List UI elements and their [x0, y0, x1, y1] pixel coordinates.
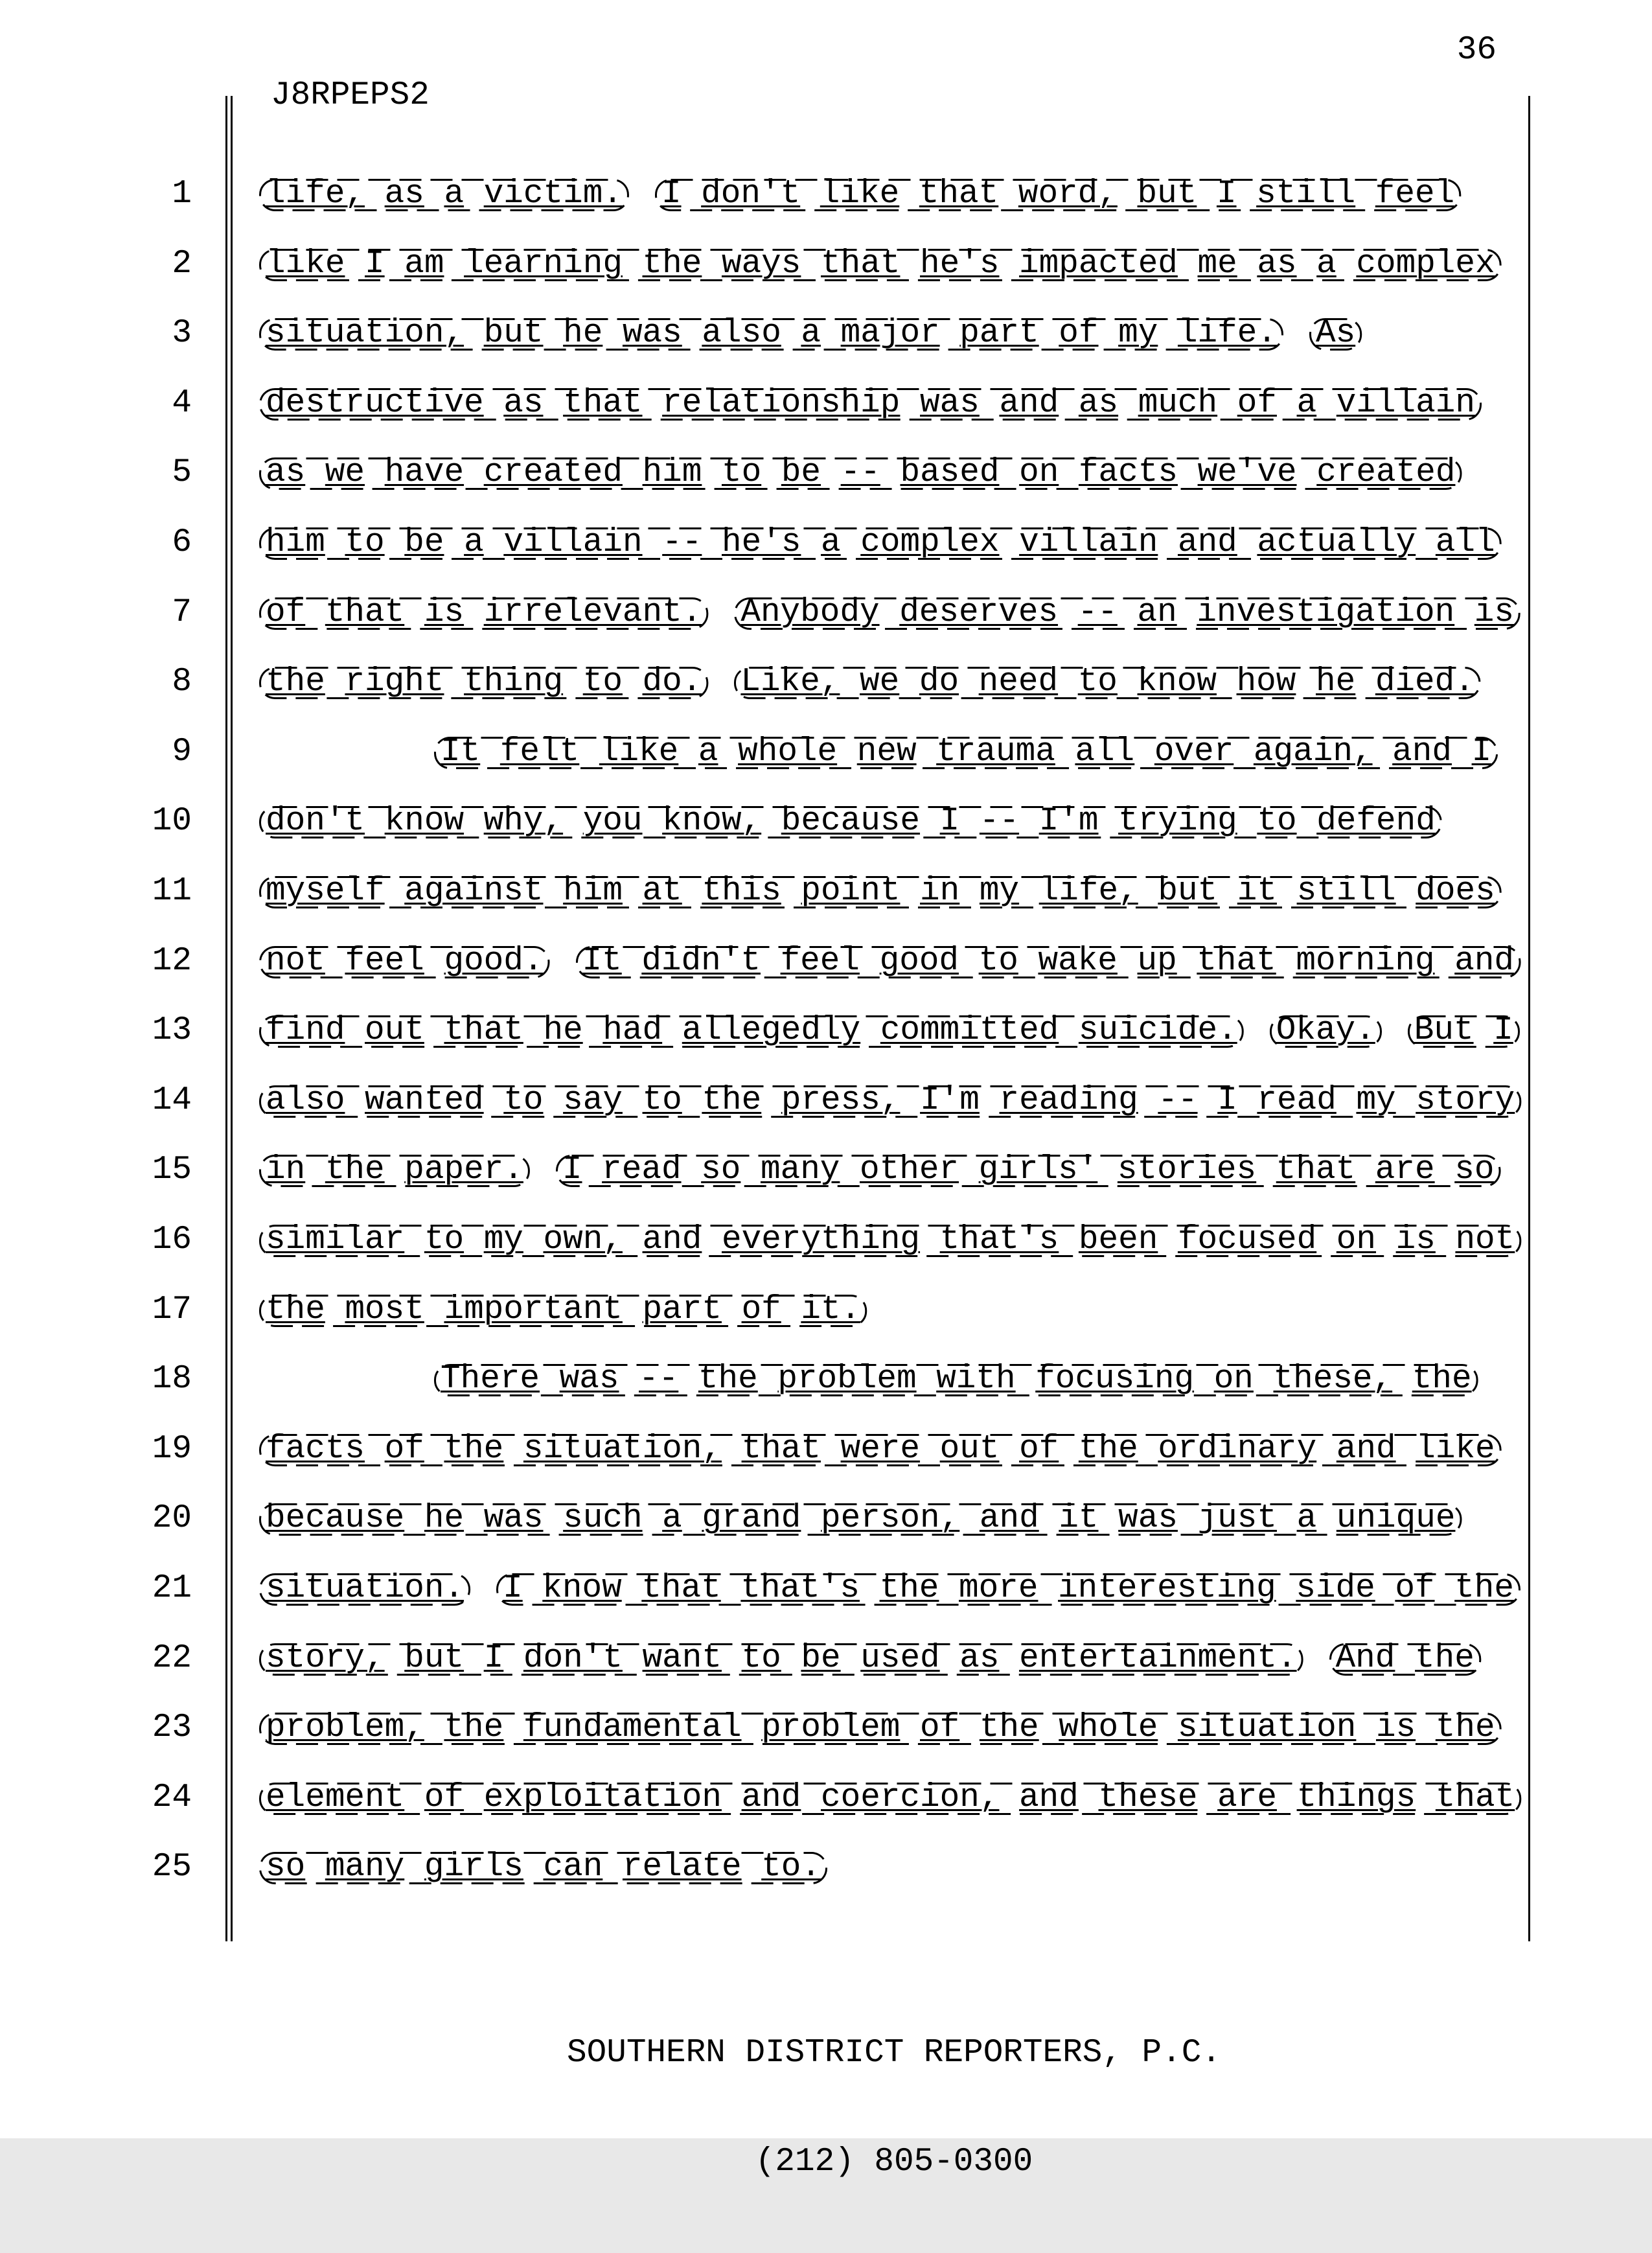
transcript-line: [0, 803, 1613, 844]
line-number: 4: [172, 384, 192, 422]
transcript-line: [0, 873, 1613, 914]
segment-text: facts of the situation, that were out of the ordinary and like: [266, 1430, 1495, 1468]
transcript-segment: [259, 1570, 470, 1607]
transcript-line: [0, 1639, 1613, 1681]
page-number: 36: [1456, 32, 1497, 69]
line-number: 16: [152, 1221, 192, 1258]
segment-text: Like, we do need to know how he died.: [740, 664, 1474, 701]
segment-text: Anybody deserves -- an investigation is: [740, 594, 1515, 631]
transcript-segment: [259, 524, 1502, 561]
transcript-line: [0, 1570, 1613, 1611]
segment-text: I read so many other girls' stories that are so: [562, 1151, 1495, 1189]
transcript-line: [0, 1081, 1613, 1123]
line-number: 21: [152, 1570, 192, 1607]
transcript-line: [0, 1291, 1613, 1332]
footer-reporter-name: SOUTHERN DISTRICT REPORTERS, P.C.: [567, 2035, 1221, 2072]
line-number: 12: [152, 942, 192, 980]
transcript-segment: [259, 1709, 1502, 1747]
transcript-line: [0, 1779, 1613, 1820]
transcript-segment: [434, 1361, 1478, 1398]
segment-text: And the: [1335, 1639, 1474, 1677]
line-number: 18: [152, 1361, 192, 1398]
line-number: 19: [152, 1430, 192, 1468]
transcript-line: [0, 1221, 1613, 1262]
transcript-line: [0, 664, 1613, 704]
line-number: 13: [152, 1012, 192, 1050]
transcript-segment: [259, 1500, 1462, 1538]
line-text: [259, 1570, 1520, 1607]
segment-text: life, as a victim.: [266, 176, 623, 213]
transcript-segment: [259, 1430, 1502, 1468]
line-number: 7: [172, 594, 192, 631]
transcript-segment: [734, 664, 1480, 701]
transcript-line: [0, 315, 1613, 356]
transcript-line: [0, 1430, 1613, 1472]
segment-text: I don't like that word, but I still feel: [661, 176, 1455, 213]
line-text: [259, 664, 1481, 701]
line-number: 10: [152, 803, 192, 840]
segment-text: problem, the fundamental problem of the whole situation is the: [266, 1709, 1495, 1747]
transcript-line: [0, 245, 1613, 286]
transcript-segment: [259, 1151, 530, 1189]
line-text: [434, 733, 1498, 770]
transcript-segment: [1270, 1012, 1382, 1050]
line-text: [259, 1221, 1521, 1258]
transcript-line: [0, 1151, 1613, 1192]
line-text: [434, 1361, 1478, 1398]
transcript-segment: [259, 594, 708, 631]
header-code: J8RPEPS2: [271, 77, 430, 114]
transcript-segment: [576, 942, 1521, 980]
transcript-line: [0, 1849, 1613, 1889]
segment-text: similar to my own, and everything that's been focused on is not: [266, 1221, 1515, 1258]
line-text: [259, 594, 1520, 631]
transcript-segment: [1309, 315, 1362, 352]
segment-text: element of exploitation and coercion, and these are things that: [266, 1779, 1515, 1816]
segment-text: because he was such a grand person, and it was just a unique: [266, 1500, 1456, 1538]
segment-text: It didn't feel good to wake up that morning and: [582, 942, 1515, 980]
line-number: 6: [172, 524, 192, 561]
transcript-line: [0, 176, 1613, 216]
transcript-segment: [259, 1639, 1303, 1677]
line-number: 17: [152, 1291, 192, 1328]
transcript-segment: [259, 942, 550, 980]
line-text: [259, 803, 1442, 840]
transcript-line: [0, 454, 1613, 495]
transcript-line: [0, 1012, 1613, 1053]
segment-text: the most important part of it.: [266, 1291, 861, 1328]
line-number: 5: [172, 454, 192, 492]
transcript-line: [0, 1500, 1613, 1541]
transcript-segment: [434, 733, 1498, 770]
segment-text: the right thing to do.: [266, 664, 702, 701]
segment-text: him to be a villain -- he's a complex villain and actually all: [266, 524, 1495, 561]
transcript-segment: [259, 454, 1462, 492]
segment-text: find out that he had allegedly committed suicide.: [266, 1012, 1237, 1050]
segment-text: situation, but he was also a major part of my life.: [266, 315, 1277, 352]
transcript-segment: [259, 1221, 1521, 1258]
segment-text: Okay.: [1276, 1012, 1375, 1050]
segment-text: as we have created him to be -- based on facts we've created: [266, 454, 1456, 492]
segment-text: destructive as that relationship was and as much of a villain: [266, 384, 1476, 422]
segment-text: not feel good.: [266, 942, 544, 980]
transcript-line: [0, 733, 1613, 774]
segment-text: like I am learning the ways that he's impacted me as a complex: [266, 245, 1495, 283]
transcript-segment: [1408, 1012, 1520, 1050]
line-number: 22: [152, 1639, 192, 1677]
transcript-segment: [259, 664, 708, 701]
line-text: [259, 384, 1482, 422]
segment-text: As: [1315, 315, 1356, 352]
line-text: [259, 1081, 1521, 1119]
transcript-segment: [259, 1291, 867, 1328]
transcript-segment: [655, 176, 1461, 213]
line-number: 11: [152, 873, 192, 910]
segment-text: myself against him at this point in my life, but it still does: [266, 873, 1495, 910]
line-text: [259, 524, 1502, 561]
transcript-segment: [259, 873, 1502, 910]
segment-text: I know that that's the more interesting side of the: [503, 1570, 1515, 1607]
transcript-segment: [259, 315, 1283, 352]
line-number: 24: [152, 1779, 192, 1816]
footer: [259, 1963, 1529, 2253]
footer-phone: (212) 805-0300: [755, 2143, 1033, 2180]
line-text: [259, 1291, 867, 1328]
transcript-segment: [259, 1849, 827, 1886]
transcript-line: [0, 1709, 1613, 1750]
transcript-segment: [259, 1081, 1521, 1119]
line-text: [259, 315, 1362, 352]
segment-text: It felt like a whole new trauma all over again, and I: [441, 733, 1492, 770]
line-number: 3: [172, 315, 192, 352]
segment-text: in the paper.: [266, 1151, 523, 1189]
line-text: [259, 454, 1462, 492]
line-text: [259, 1849, 827, 1886]
line-number: 23: [152, 1709, 192, 1747]
segment-text: of that is irrelevant.: [266, 594, 702, 631]
transcript-segment: [259, 803, 1442, 840]
line-text: [259, 176, 1461, 213]
line-number: 2: [172, 245, 192, 283]
transcript-segment: [259, 384, 1482, 422]
line-text: [259, 1709, 1502, 1747]
transcript-segment: [734, 594, 1520, 631]
transcript-segment: [496, 1570, 1520, 1607]
line-number: 1: [172, 176, 192, 213]
line-text: [259, 1779, 1521, 1816]
line-text: [259, 942, 1520, 980]
transcript-segment: [259, 245, 1502, 283]
line-text: [259, 1430, 1502, 1468]
line-number: 9: [172, 733, 192, 770]
segment-text: also wanted to say to the press, I'm reading -- I read my story: [266, 1081, 1515, 1119]
line-text: [259, 1012, 1520, 1050]
line-number: 25: [152, 1849, 192, 1886]
segment-text: story, but I don't want to be used as entertainment.: [266, 1639, 1297, 1677]
line-text: [259, 1151, 1500, 1189]
transcript-segment: [259, 1012, 1244, 1050]
segment-text: situation.: [266, 1570, 465, 1607]
transcript-line: [0, 942, 1613, 984]
line-text: [259, 873, 1502, 910]
transcript-segment: [259, 176, 629, 213]
line-number: 15: [152, 1151, 192, 1189]
segment-text: so many girls can relate to.: [266, 1849, 821, 1886]
line-number: 8: [172, 664, 192, 701]
line-text: [259, 245, 1502, 283]
transcript-segment: [1329, 1639, 1481, 1677]
segment-text: don't know why, you know, because I -- I'm trying to defend: [266, 803, 1436, 840]
transcript-line: [0, 1361, 1613, 1402]
line-text: [259, 1639, 1481, 1677]
segment-text: There was -- the problem with focusing on these, the: [441, 1361, 1472, 1398]
transcript-line: [0, 384, 1613, 426]
transcript-line: [0, 594, 1613, 635]
segment-text: But I: [1414, 1012, 1513, 1050]
transcript-segment: [556, 1151, 1501, 1189]
transcript-segment: [259, 1779, 1521, 1816]
line-number: 20: [152, 1500, 192, 1538]
line-number: 14: [152, 1081, 192, 1119]
line-text: [259, 1500, 1462, 1538]
transcript-line: [0, 524, 1613, 565]
